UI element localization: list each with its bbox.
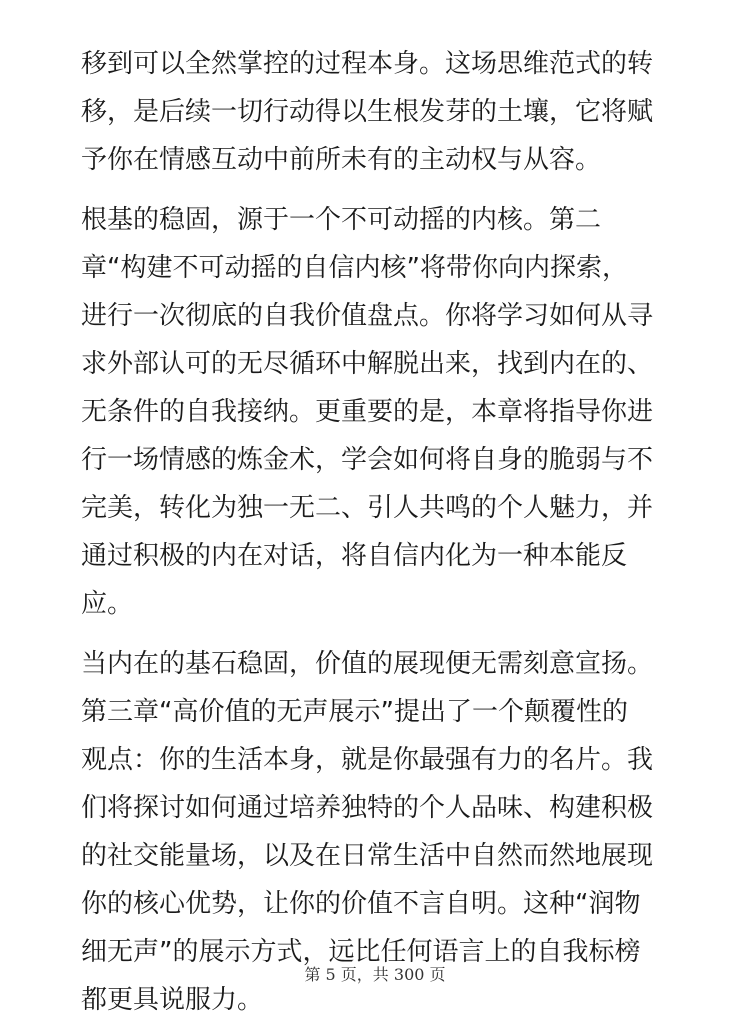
text-line: 通过积极的内在对话，将自信内化为一种本能反 bbox=[81, 541, 628, 571]
text-line: 应。 bbox=[81, 589, 134, 619]
page-number-footer: 第 5 页，共 300 页 bbox=[304, 965, 446, 984]
paragraph-1 bbox=[81, 40, 681, 184]
text-line: 章“构建不可动摇的自信内核”将带你向内探索， bbox=[81, 253, 628, 283]
text-line: 第三章“高价值的无声展示”提出了一个颠覆性的 bbox=[81, 697, 628, 727]
paragraph-2 bbox=[81, 196, 681, 628]
text-line: 完美，转化为独一无二、引人共鸣的个人魅力，并 bbox=[81, 493, 654, 523]
text-line: 根基的稳固，源于一个不可动摇的内核。第二 bbox=[81, 205, 602, 235]
text-line: 们将探讨如何通过培养独特的个人品味、构建积极 bbox=[81, 793, 654, 823]
text-line: 行一场情感的炼金术，学会如何将自身的脆弱与不 bbox=[81, 445, 654, 475]
text-line: 细无声”的展示方式，远比任何语言上的自我标榜 bbox=[81, 937, 641, 967]
text-line: 的社交能量场，以及在日常生活中自然而然地展现 bbox=[81, 841, 654, 871]
text-line: 予你在情感互动中前所未有的主动权与从容。 bbox=[81, 145, 602, 175]
text-line: 移，是后续一切行动得以生根发芽的土壤，它将赋 bbox=[81, 97, 654, 127]
text-line: 移到可以全然掌控的过程本身。这场思维范式的转 bbox=[81, 49, 654, 79]
body-text bbox=[81, 40, 681, 1036]
text-line: 当内在的基石稳固，价值的展现便无需刻意宣扬。 bbox=[81, 649, 654, 679]
text-line: 无条件的自我接纳。更重要的是，本章将指导你进 bbox=[81, 397, 654, 427]
text-line: 进行一次彻底的自我价值盘点。你将学习如何从寻 bbox=[81, 301, 654, 331]
text-line: 都更具说服力。 bbox=[81, 985, 264, 1015]
text-line: 求外部认可的无尽循环中解脱出来，找到内在的、 bbox=[81, 349, 654, 379]
text-line: 你的核心优势，让你的价值不言自明。这种“润物 bbox=[81, 889, 641, 919]
text-line: 观点：你的生活本身，就是你最强有力的名片。我 bbox=[81, 745, 654, 775]
